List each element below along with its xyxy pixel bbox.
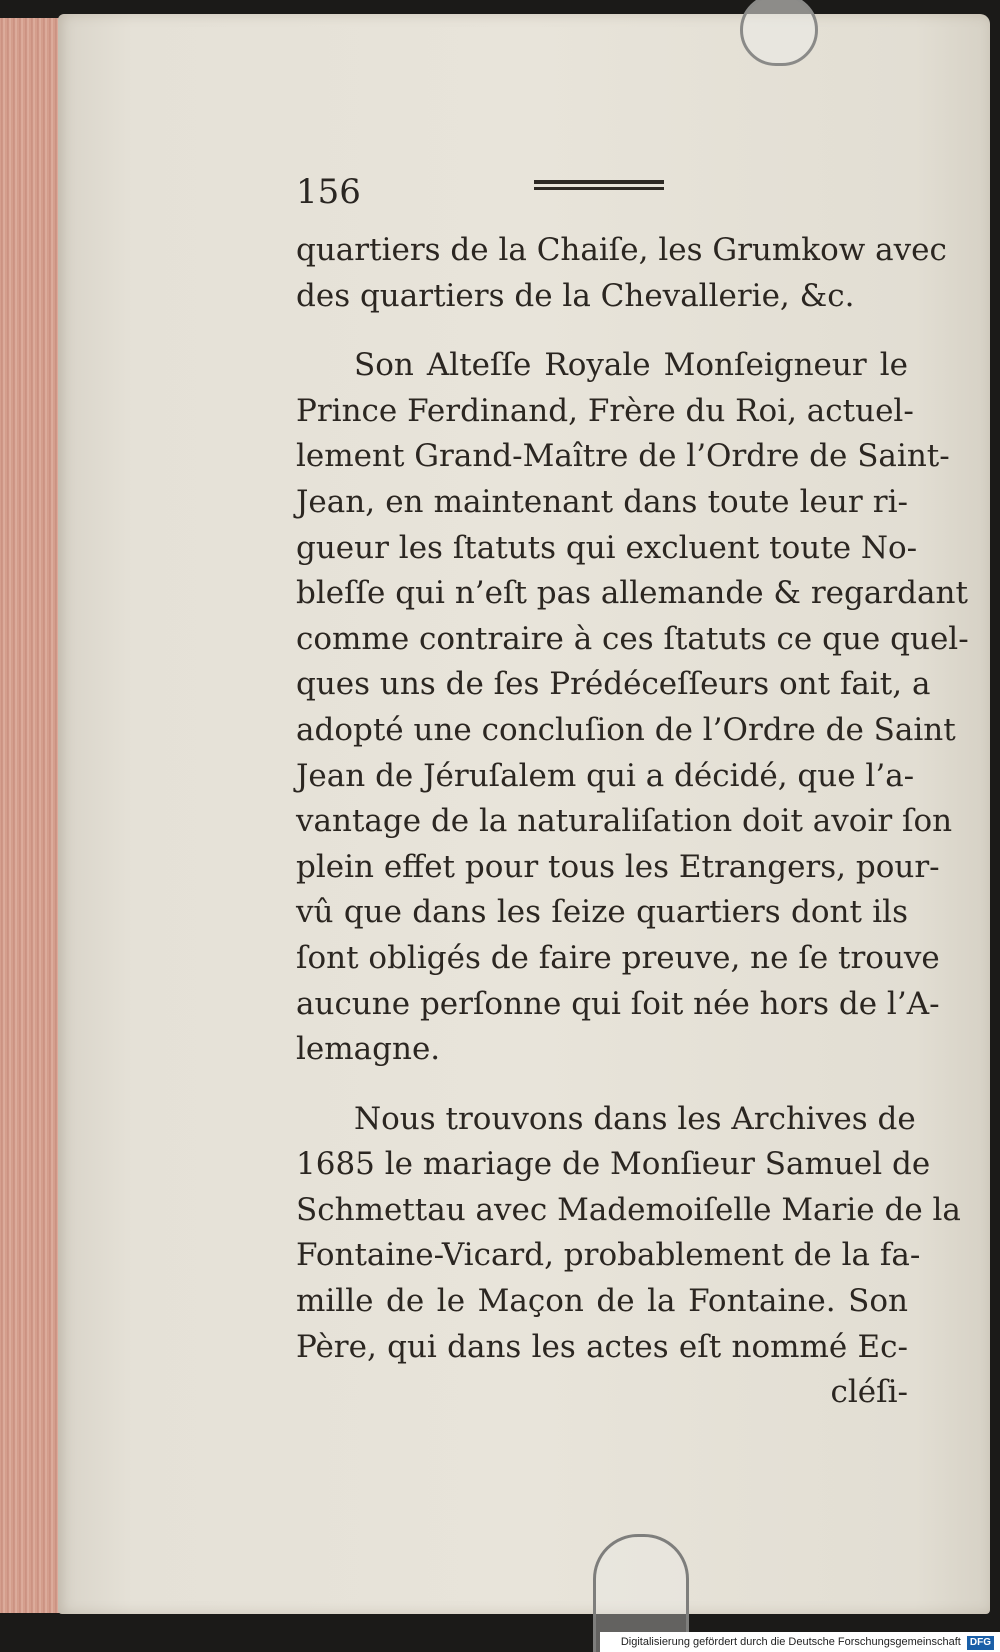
text-line: Fontaine-Vicard, probablement de la fa- — [296, 1237, 921, 1274]
text-line: Jean, en maintenant dans toute leur ri- — [296, 483, 908, 520]
catchword: cléſi- — [830, 1374, 908, 1411]
text-line: aucune perſonne qui ſoit née hors de l’A- — [296, 985, 940, 1022]
text-line: Schmettau avec Mademoiſelle Marie de la — [296, 1191, 961, 1228]
text-line: des quartiers de la Chevallerie, &c. — [296, 277, 855, 314]
body-text — [296, 228, 969, 1416]
text-line: quartiers de la Chaiſe, les Grumkow avec — [296, 232, 947, 268]
text-line: lemagne. — [296, 1031, 441, 1068]
dfg-logo-icon: DFG — [967, 1636, 994, 1650]
text-line: gueur les ſtatuts qui excluent toute No- — [296, 529, 918, 566]
text-line: adopté une concluſion de l’Ordre de Saint — [296, 711, 956, 748]
text-line: Jean de Jéruſalem qui a décidé, que l’a- — [296, 757, 915, 794]
text-line: Père, qui dans les actes eſt nommé Ec- — [296, 1328, 908, 1365]
text-line: Prince Ferdinand, Frère du Roi, actuel- — [296, 392, 914, 429]
ornament-rule — [534, 180, 664, 192]
text-line: Son Alteſſe Royale Monſeigneur le — [354, 347, 908, 384]
text-line: plein effet pour tous les Etrangers, pour- — [296, 848, 940, 885]
text-line: vantage de la naturaliſation doit avoir ſon — [296, 803, 953, 840]
text-line: comme contraire à ces ſtatuts ce que quel- — [296, 620, 969, 657]
text-line: ſont obligés de faire preuve, ne ſe trouve — [296, 939, 940, 976]
text-line: bleſſe qui n’eſt pas allemande & regardant — [296, 575, 968, 612]
footer-credit: Digitalisierung gefördert durch die Deutsche Forschungsgemeinschaft — [620, 1636, 961, 1648]
text-line: mille de le Maçon de la Fontaine. Son — [296, 1283, 908, 1320]
text-line: vû que dans les ſeize quartiers dont ils — [296, 894, 908, 931]
text-line: Nous trouvons dans les Archives de — [354, 1100, 916, 1137]
text-line: 1685 le mariage de Monſieur Samuel de — [296, 1146, 931, 1183]
clip-top — [740, 0, 818, 66]
text-line: lement Grand-Maître de l’Ordre de Saint- — [296, 438, 950, 475]
text-line: ques uns de ſes Prédéceſſeurs ont fait, a — [296, 666, 931, 703]
page-header — [296, 172, 906, 222]
page-number: 156 — [296, 172, 361, 212]
digitization-footer — [600, 1632, 1000, 1652]
